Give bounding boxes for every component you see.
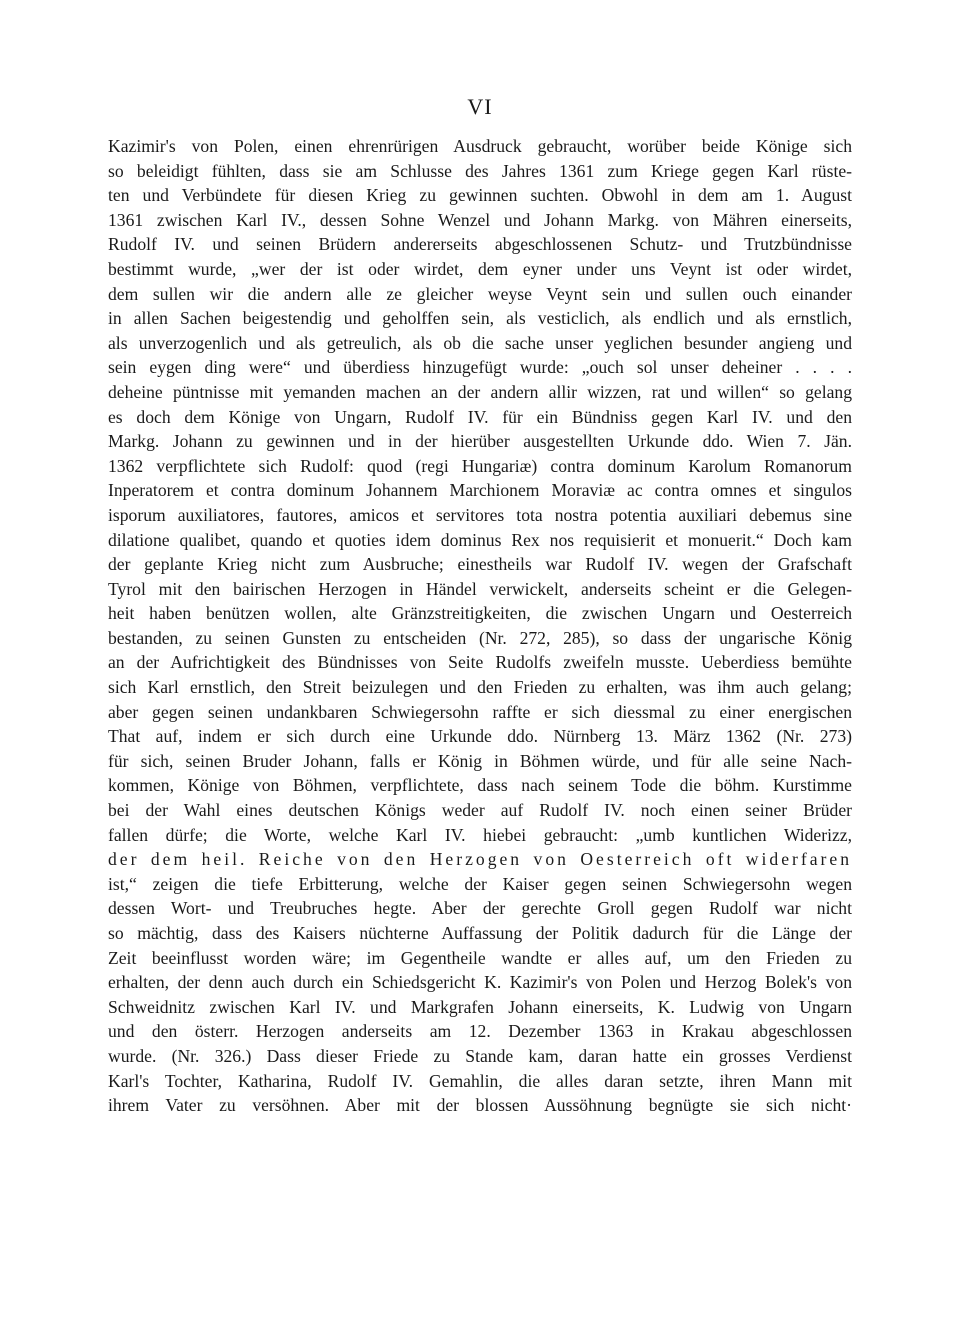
text-line: dilatione qualibet, quando et quoties idem dominus Rex nos requisierit et monuerit.“ Doch kam [108,529,852,550]
text-line: Markg. Johann zu gewinnen und in der hierüber ausgestellten Urkunde ddo. Wien 7. Jän. [108,431,852,452]
text-line: bei der Wahl eines deutschen Königs weder auf Rudolf IV. noch einen seiner Brüder [108,800,852,821]
text-line: dem sullen wir die andern alle ze gleicher weyse Veynt sein und sullen ouch einander [108,283,852,304]
text-line: ihrem Vater zu versöhnen. Aber mit der blossen Aussöhnung begnügte sie sich nicht· [108,1095,852,1116]
text-line: Karl's Tochter, Katharina, Rudolf IV. Gemahlin, die alles daran setzte, ihren Mann mit [108,1070,852,1091]
body-text [108,134,852,1118]
text-line: 1361 zwischen Karl IV., dessen Sohne Wenzel und Johann Markg. von Mähren einerseits, [108,209,852,230]
text-line: kommen, Könige von Böhmen, verpflichtete, dass nach seinem Tode die böhm. Kurstimme [108,775,852,796]
text-line: der dem heil. Reiche von den Herzogen von Oesterreich oft widerfaren [108,849,852,870]
text-line: es doch dem Könige von Ungarn, Rudolf IV. für ein Bündniss gegen Karl IV. und den [108,406,852,427]
text-line: wurde. (Nr. 326.) Dass dieser Friede zu Stande kam, daran hatte ein grosses Verdienst [108,1045,852,1066]
text-line: für sich, seinen Bruder Johann, falls er König in Böhmen würde, und für alle seine Nach- [108,750,852,771]
text-line: deheine püntnisse mit yemanden machen an der andern allir wizzen, rat und willen“ so gelang [108,381,852,402]
text-line: aber gegen seinen undankbaren Schwiegersohn raffte er sich diessmal zu einer energischen [108,701,852,722]
text-line: Tyrol mit den bairischen Herzogen in Händel verwickelt, anderseits scheint er die Gelegen- [108,578,852,599]
text-line: isporum auxiliatores, fautores, amicos et servitores tota nostra potentia auxiliari debemus sine [108,504,852,525]
text-line: Kazimir's von Polen, einen ehrenrürigen Ausdruck gebraucht, worüber beide Könige sich [108,136,852,156]
text-line: an der Aufrichtigkeit des Bündnisses von Seite Rudolfs zweifeln musste. Ueberdiess bemühte [108,652,852,673]
text-line: ten und Verbündete für diesen Krieg zu gewinnen suchten. Obwohl in dem am 1. August [108,185,852,206]
text-line: bestanden, zu seinen Gunsten zu entscheiden (Nr. 272, 285), so dass der ungarische König [108,627,852,648]
text-line: so beleidigt fühlten, dass sie am Schlusse des Jahres 1361 zum Kriege gegen Karl rüste- [108,160,852,181]
text-line: That auf, indem er sich durch eine Urkunde ddo. Nürnberg 13. März 1362 (Nr. 273) [108,726,852,747]
text-line: und den österr. Herzogen anderseits am 12. Dezember 1363 in Krakau abgeschlossen [108,1021,852,1042]
page-number: VI [467,94,493,119]
text-line: fallen dürfe; die Worte, welche Karl IV. hiebei gebraucht: „umb kuntlichen Widerizz, [108,824,852,845]
text-line: dessen Wort- und Treubruches hegte. Aber der gerechte Groll gegen Rudolf war nicht [108,898,852,919]
text-line: Rudolf IV. und seinen Brüdern andererseits abgeschlossenen Schutz- und Trutzbündnisse [108,234,852,255]
text-line: sich Karl ernstlich, den Streit beizulegen und den Frieden zu erhalten, was ihm auch gelang; [108,677,852,698]
text-line: erhalten, der denn auch durch ein Schiedsgericht K. Kazimir's von Polen und Herzog Bolek's von [108,972,852,993]
text-line: in allen Sachen beigestendig und geholffen sein, als vesticlich, als endlich und als ernstlich, [108,308,852,329]
text-line: Zeit beeinflusst worden wäre; im Gegentheile wandte er alles auf, um den Frieden zu [108,947,852,968]
text-line: heit haben benützen wollen, alte Gränzstreitigkeiten, die zwischen Ungarn und Oesterreich [108,603,852,624]
text-line: 1362 verpflichtete sich Rudolf: quod (regi Hungariæ) contra dominum Karolum Romanorum [108,455,852,476]
text-line: ist,“ zeigen die tiefe Erbitterung, welche der Kaiser gegen seinen Schwiegersohn wegen [108,873,852,894]
text-line: sein eygen ding were“ und überdiess hinzugefügt wurde: „ouch sol unser deheiner . . . . [108,357,852,378]
text-line: Inperatorem et contra dominum Johannem Marchionem Moraviæ ac contra omnes et singulos [108,480,852,501]
text-line: der geplante Krieg nicht zum Ausbruche; einestheils war Rudolf IV. wegen der Grafschaft [108,554,852,575]
text-line: Schweidnitz zwischen Karl IV. und Markgrafen Johann einerseits, K. Ludwig von Ungarn [108,996,852,1017]
text-line: bestimmt wurde, „wer der ist oder wirdet, dem eyner under uns Veynt ist oder wirdet, [108,258,852,279]
text-line: so mächtig, dass des Kaisers nüchterne Auffassung der Politik dadurch für die Länge der [108,923,852,943]
text-line: als unverzogenlich und als getreulich, als ob die sache unser yeglichen besunder angieng und [108,332,852,353]
